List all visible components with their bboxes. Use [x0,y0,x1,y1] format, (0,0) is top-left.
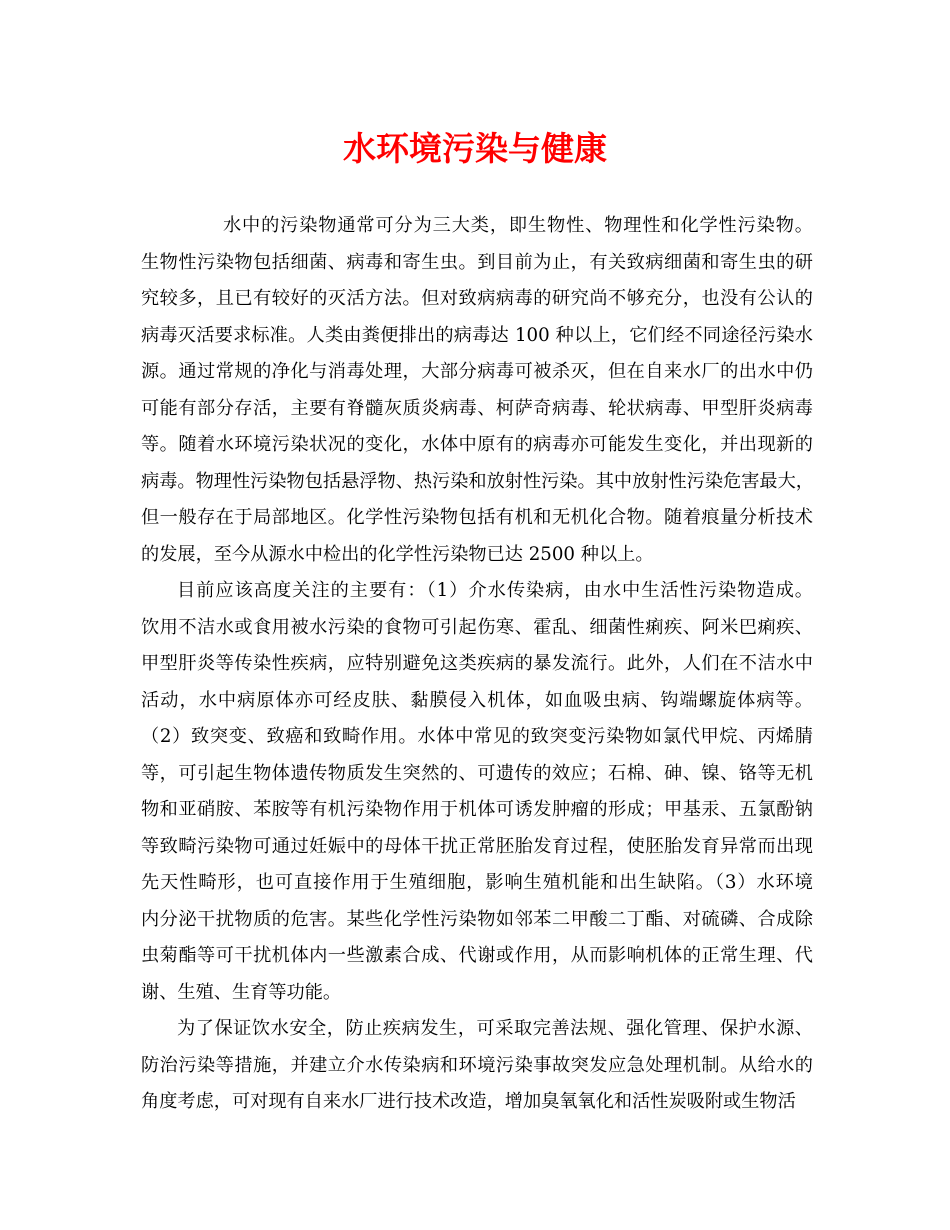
paragraph-line: 但一般存在于局部地区。化学性污染物包括有机和无机化合物。随着痕量分析技术 [141,507,813,528]
paragraph-line: 等致畸污染物可通过妊娠中的母体干扰正常胚胎发育过程，使胚胎发育异常而出现 [141,835,813,857]
paragraph-line: 先天性畸形，也可直接作用于生殖细胞，影响生殖机能和出生缺陷。（3）水环境 [141,872,813,893]
paragraph-line: 源。通过常规的净化与消毒处理，大部分病毒可被杀灭，但在自来水厂的出水中仍 [141,361,813,382]
paragraph-line: 为了保证饮水安全，防止疾病发生，可采取完善法规、强化管理、保护水源、 [177,1018,813,1039]
paragraph-line: 谢、生殖、生育等功能。 [141,981,342,1003]
paragraph-line: 甲型肝炎等传染性疾病，应特别避免这类疾病的暴发流行。此外，人们在不洁水中 [141,653,813,674]
paragraph-line: 活动，水中病原体亦可经皮肤、黏膜侵入机体，如血吸虫病、钩端螺旋体病等。 [141,689,813,711]
paragraph-line: 物和亚硝胺、苯胺等有机污染物作用于机体可诱发肿瘤的形成；甲基汞、五氯酚钠 [141,799,813,820]
paragraph-line: 饮用不洁水或食用被水污染的食物可引起伤寒、霍乱、细菌性痢疾、阿米巴痢疾、 [141,616,813,638]
paragraph-line: 虫菊酯等可干扰机体内一些激素合成、代谢或作用，从而影响机体的正常生理、代 [141,945,813,966]
paragraph-line: 角度考虑，可对现有自来水厂进行技术改造，增加臭氧氧化和活性炭吸附或生物活 [141,1091,796,1112]
paragraph-line: 病毒灭活要求标准。人类由粪便排出的病毒达 100 种以上，它们经不同途径污染水 [141,324,813,346]
document-body [141,208,813,1121]
paragraph-line: （2）致突变、致癌和致畸作用。水体中常见的致突变污染物如氯代甲烷、丙烯腈 [141,726,813,747]
paragraph-line: 生物性污染物包括细菌、病毒和寄生虫。到目前为止，有关致病细菌和寄生虫的研 [141,251,813,273]
paragraph-line: 内分泌干扰物质的危害。某些化学性污染物如邻苯二甲酸二丁酯、对硫磷、合成除 [141,908,813,930]
paragraph-line: 水中的污染物通常可分为三大类，即生物性、物理性和化学性污染物。 [223,215,813,236]
paragraph-line: 防治污染等措施，并建立介水传染病和环境污染事故突发应急处理机制。从给水的 [141,1054,813,1076]
paragraph-line: 究较多，且已有较好的灭活方法。但对致病病毒的研究尚不够充分，也没有公认的 [141,288,813,309]
paragraph-line: 可能有部分存活，主要有脊髓灰质炎病毒、柯萨奇病毒、轮状病毒、甲型肝炎病毒 [141,397,813,419]
paragraph-line: 等。随着水环境污染状况的变化，水体中原有的病毒亦可能发生变化，并出现新的 [141,434,813,455]
paragraph-line: 病毒。物理性污染物包括悬浮物、热污染和放射性污染。其中放射性污染危害最大， [141,470,814,492]
paragraph-line: 的发展，至今从源水中检出的化学性污染物已达 2500 种以上。 [141,543,654,565]
document-title: 水环境污染与健康 [343,129,607,168]
paragraph [141,573,813,1011]
paragraph-line: 等，可引起生物体遗传物质发生突然的、可遗传的效应；石棉、砷、镍、铬等无机 [141,762,813,784]
paragraph [141,1011,813,1121]
paragraph-line: 目前应该高度关注的主要有：（1）介水传染病，由水中生活性污染物造成。 [177,580,813,601]
paragraph [141,208,813,573]
